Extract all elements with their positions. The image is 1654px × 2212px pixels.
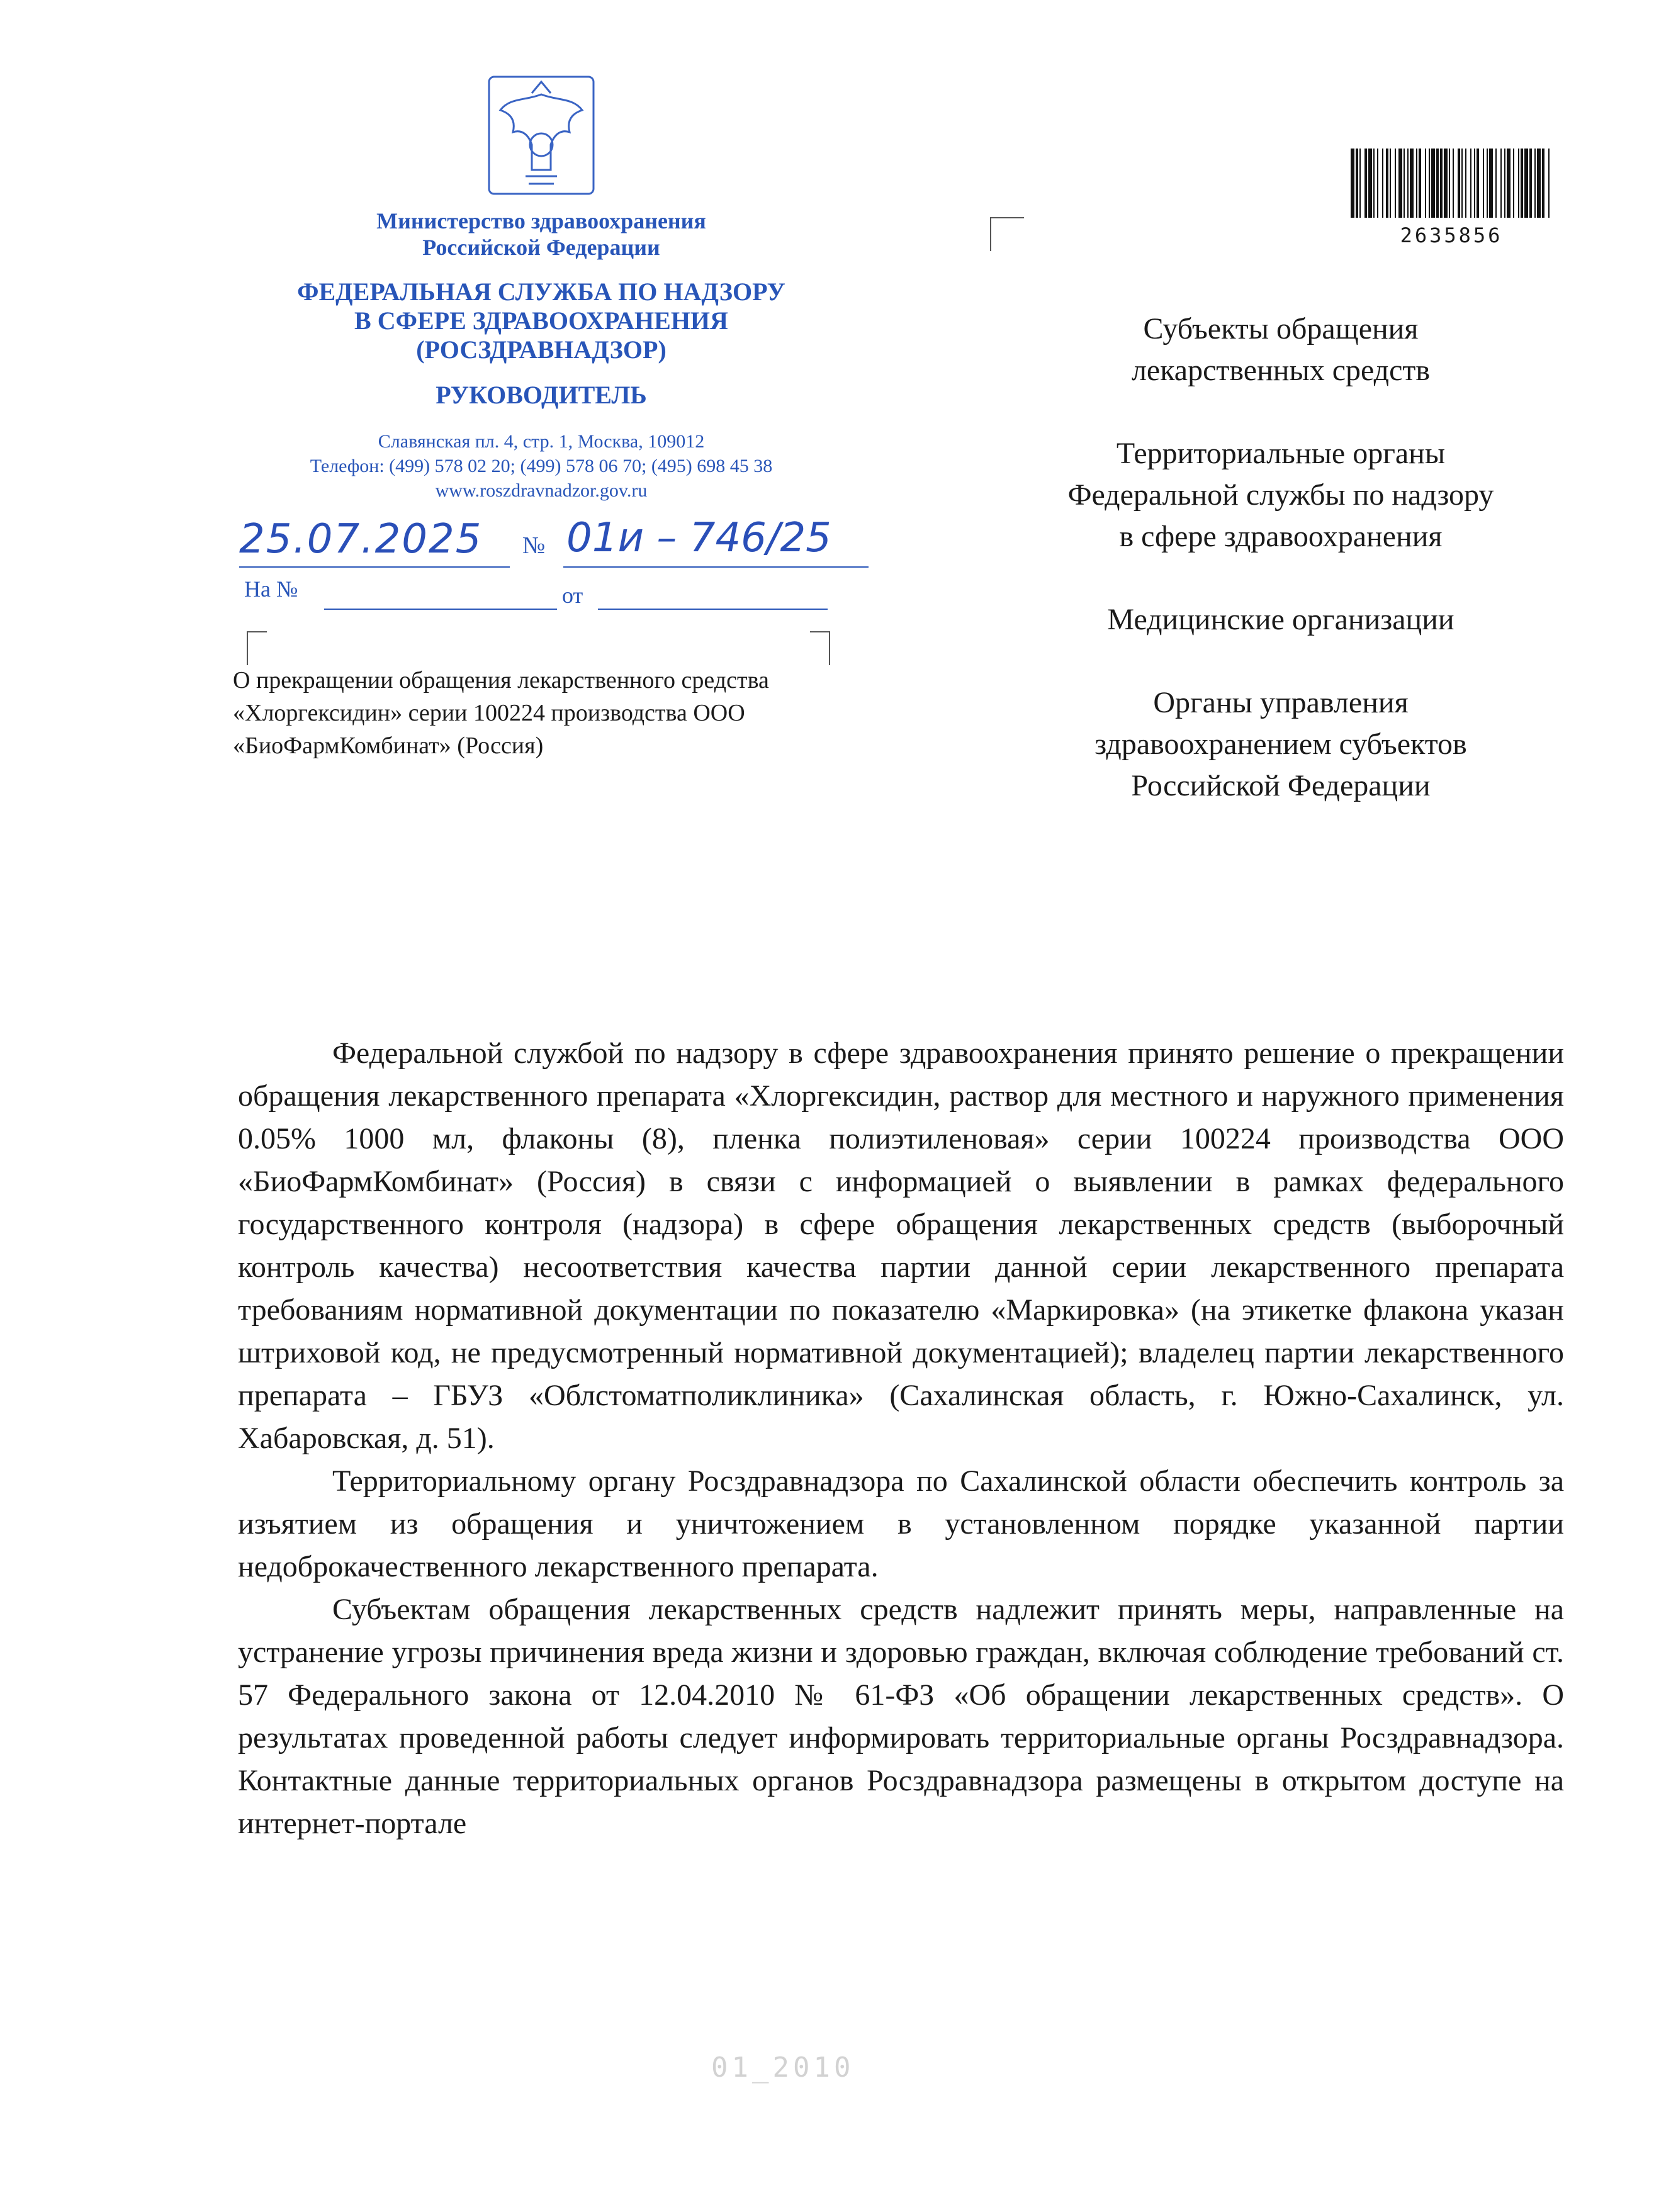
addressee-list bbox=[982, 308, 1580, 848]
barcode-icon bbox=[1348, 145, 1555, 223]
addressee-line: Медицинские организации bbox=[1107, 603, 1454, 636]
letter-body bbox=[238, 1032, 1564, 1845]
service-name-line1: ФЕДЕРАЛЬНАЯ СЛУЖБА ПО НАДЗОРУ bbox=[297, 278, 785, 306]
footer-mark: 01_2010 bbox=[711, 2052, 855, 2084]
head-title: РУКОВОДИТЕЛЬ bbox=[436, 381, 647, 409]
website: www.roszdravnadzor.gov.ru bbox=[435, 480, 648, 501]
postal-address: Славянская пл. 4, стр. 1, Москва, 109012 bbox=[378, 431, 705, 452]
body-paragraph-2: Территориальному органу Росздравнадзора по Сахалинской области обеспечить контроль за изъятием из обращения и уничтожением в установленном порядке указанной партии недоброкачественного лекарственного препарата. bbox=[238, 1464, 1564, 1583]
subject-bracket-left bbox=[247, 631, 267, 665]
ministry-name-line1: Министерство здравоохранения bbox=[376, 208, 706, 233]
addressee-line: Федеральной службы по надзору bbox=[1067, 478, 1494, 512]
reply-to-line bbox=[324, 609, 557, 610]
service-name-line2: В СФЕРЕ ЗДРАВООХРАНЕНИЯ bbox=[354, 306, 728, 335]
addressee-line: Органы управления bbox=[1153, 686, 1409, 719]
addressee-line: Российской Федерации bbox=[1131, 769, 1431, 802]
addressee-line: Субъекты обращения bbox=[1143, 312, 1419, 345]
addressee-line: в сфере здравоохранения bbox=[1119, 520, 1443, 553]
letter-subject: О прекращении обращения лекарственного средства «Хлоргексидин» серии 100224 производства ООО «БиоФармКомбинат» (Россия) bbox=[233, 667, 769, 759]
from-label: от bbox=[562, 583, 583, 608]
coat-of-arms-icon bbox=[488, 76, 595, 195]
number-underline bbox=[563, 566, 869, 568]
handwritten-date: 25.07.2025 bbox=[239, 516, 483, 563]
addressee-line: Территориальные органы bbox=[1116, 437, 1446, 470]
phone-numbers: Телефон: (499) 578 02 20; (499) 578 06 70; (495) 698 45 38 bbox=[310, 456, 773, 476]
addressee-line: здравоохранением субъектов bbox=[1094, 727, 1467, 761]
barcode-number: 2635856 bbox=[1400, 223, 1503, 247]
addressee-group bbox=[982, 308, 1580, 391]
ministry-name-line2: Российской Федерации bbox=[422, 235, 660, 260]
from-line bbox=[598, 609, 828, 610]
handwritten-number: 01и – 746/25 bbox=[566, 515, 831, 561]
addressee-group bbox=[982, 682, 1580, 807]
body-paragraph-3: Субъектам обращения лекарственных средств надлежит принять меры, направленные на устранение угрозы причинения вреда жизни и здоровью граждан, включая соблюдение требований ст. 57 Федерального закона от 12.04.2010 № 61-ФЗ «Об обращении лекарственных средств». О результатах проведенной работы следует информировать территориальные органы Росздравнадзора. Контактные данные территориальных органов Росздравнадзора размещены в открытом доступе на интернет-портале bbox=[238, 1593, 1564, 1840]
addressee-bracket bbox=[990, 217, 1024, 251]
reply-to-label: На № bbox=[244, 576, 298, 602]
addressee-line: лекарственных средств bbox=[1131, 354, 1431, 387]
number-sign: № bbox=[522, 532, 546, 559]
body-paragraph-1: Федеральной службой по надзору в сфере здравоохранения принято решение о прекращении обращения лекарственного препарата «Хлоргексидин, раствор для местного и наружного применения 0.05% 1000 мл, флаконы (8), пленка полиэтиленовая» серии 100224 производства ООО «БиоФармКомбинат» (Россия) в связи с информацией о выявлении в рамках федерального государственного контроля (надзора) в сфере обращения лекарственных средств (выборочный контроль качества) несоответствия качества партии данной серии лекарственного препарата требованиям нормативной документации по показателю «Маркировка» (на этикетке флакона указан штриховой код, не предусмотренный нормативной документацией); владелец партии лекарственного препарата – ГБУЗ «Облстоматполиклиника» (Сахалинская область, г. Южно-Сахалинск, ул. Хабаровская, д. 51). bbox=[238, 1036, 1564, 1455]
addressee-group bbox=[982, 599, 1580, 641]
subject-bracket-right bbox=[810, 631, 830, 665]
date-underline bbox=[239, 566, 510, 568]
service-name-line3: (РОСЗДРАВНАДЗОР) bbox=[416, 335, 667, 364]
addressee-group bbox=[982, 433, 1580, 558]
